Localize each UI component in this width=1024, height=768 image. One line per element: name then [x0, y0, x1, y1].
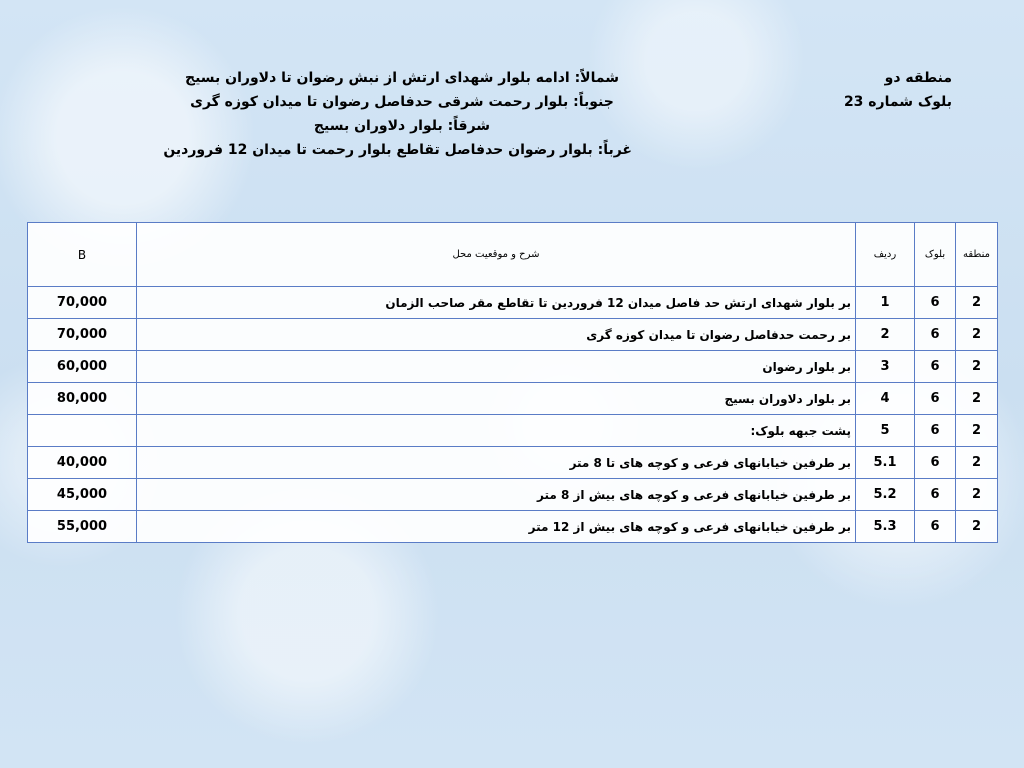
cell-row: 5: [856, 415, 915, 447]
cell-price: 55,000: [28, 511, 137, 543]
table-row: [28, 319, 998, 351]
region-name: منطقه دو: [884, 70, 952, 86]
cell-block: 6: [915, 287, 956, 319]
table-row: [28, 351, 998, 383]
cell-block: 6: [915, 415, 956, 447]
border-south: جنوباً: بلوار رحمت شرقی حدفاصل رضوان تا میدان کوزه گری: [190, 94, 614, 110]
table-row: [28, 415, 998, 447]
cell-block: 6: [915, 351, 956, 383]
table-row: [28, 447, 998, 479]
cell-description: بر بلوار رضوان: [137, 351, 856, 383]
header-region: منطقه: [956, 223, 998, 287]
header-price: B: [28, 223, 137, 287]
cell-description: بر بلوار دلاوران بسیج: [137, 383, 856, 415]
cell-price: 60,000: [28, 351, 137, 383]
cell-price: 70,000: [28, 319, 137, 351]
cell-row: 5.2: [856, 479, 915, 511]
cell-price: [28, 415, 137, 447]
rates-table: [27, 222, 998, 543]
cell-region: 2: [956, 511, 998, 543]
cell-row: 3: [856, 351, 915, 383]
border-west: غرباً: بلوار رضوان حدفاصل تقاطع بلوار رحمت تا میدان 12 فروردین: [163, 142, 632, 158]
cell-price: 80,000: [28, 383, 137, 415]
table-row: [28, 479, 998, 511]
cell-block: 6: [915, 511, 956, 543]
cell-description: بر طرفین خیابانهای فرعی و کوچه های بیش از 12 متر: [137, 511, 856, 543]
table-row: [28, 383, 998, 415]
table-row: [28, 511, 998, 543]
header-block: بلوک: [915, 223, 956, 287]
cell-region: 2: [956, 447, 998, 479]
cell-description: بر بلوار شهدای ارتش حد فاصل میدان 12 فروردین تا تقاطع مقر صاحب الزمان: [137, 287, 856, 319]
cell-block: 6: [915, 447, 956, 479]
region-info: [844, 66, 952, 114]
cell-row: 4: [856, 383, 915, 415]
cell-block: 6: [915, 383, 956, 415]
cell-row: 1: [856, 287, 915, 319]
cell-description: بر طرفین خیابانهای فرعی و کوچه های تا 8 متر: [137, 447, 856, 479]
cell-block: 6: [915, 319, 956, 351]
header-description: شرح و موقعیت محل: [137, 223, 856, 287]
cell-region: 2: [956, 415, 998, 447]
cell-row: 5.3: [856, 511, 915, 543]
block-borders: [163, 66, 632, 162]
block-number: بلوک شماره 23: [843, 94, 952, 110]
cell-region: 2: [956, 287, 998, 319]
cell-region: 2: [956, 351, 998, 383]
table-header-row: [28, 223, 998, 287]
cell-description: بر رحمت حدفاصل رضوان تا میدان کوزه گری: [137, 319, 856, 351]
border-east: شرقاً: بلوار دلاوران بسیج: [313, 118, 491, 134]
border-north: شمالاً: ادامه بلوار شهدای ارتش از نبش رضوان تا دلاوران بسیج: [184, 70, 620, 86]
cell-region: 2: [956, 479, 998, 511]
header: [0, 66, 1024, 176]
cell-price: 45,000: [28, 479, 137, 511]
cell-region: 2: [956, 319, 998, 351]
cell-block: 6: [915, 479, 956, 511]
table-row: [28, 287, 998, 319]
cell-price: 40,000: [28, 447, 137, 479]
cell-row: 2: [856, 319, 915, 351]
cell-price: 70,000: [28, 287, 137, 319]
cell-description: پشت جبهه بلوک:: [137, 415, 856, 447]
header-row: ردیف: [856, 223, 915, 287]
cell-row: 5.1: [856, 447, 915, 479]
cell-description: بر طرفین خیابانهای فرعی و کوچه های بیش از 8 متر: [137, 479, 856, 511]
cell-region: 2: [956, 383, 998, 415]
